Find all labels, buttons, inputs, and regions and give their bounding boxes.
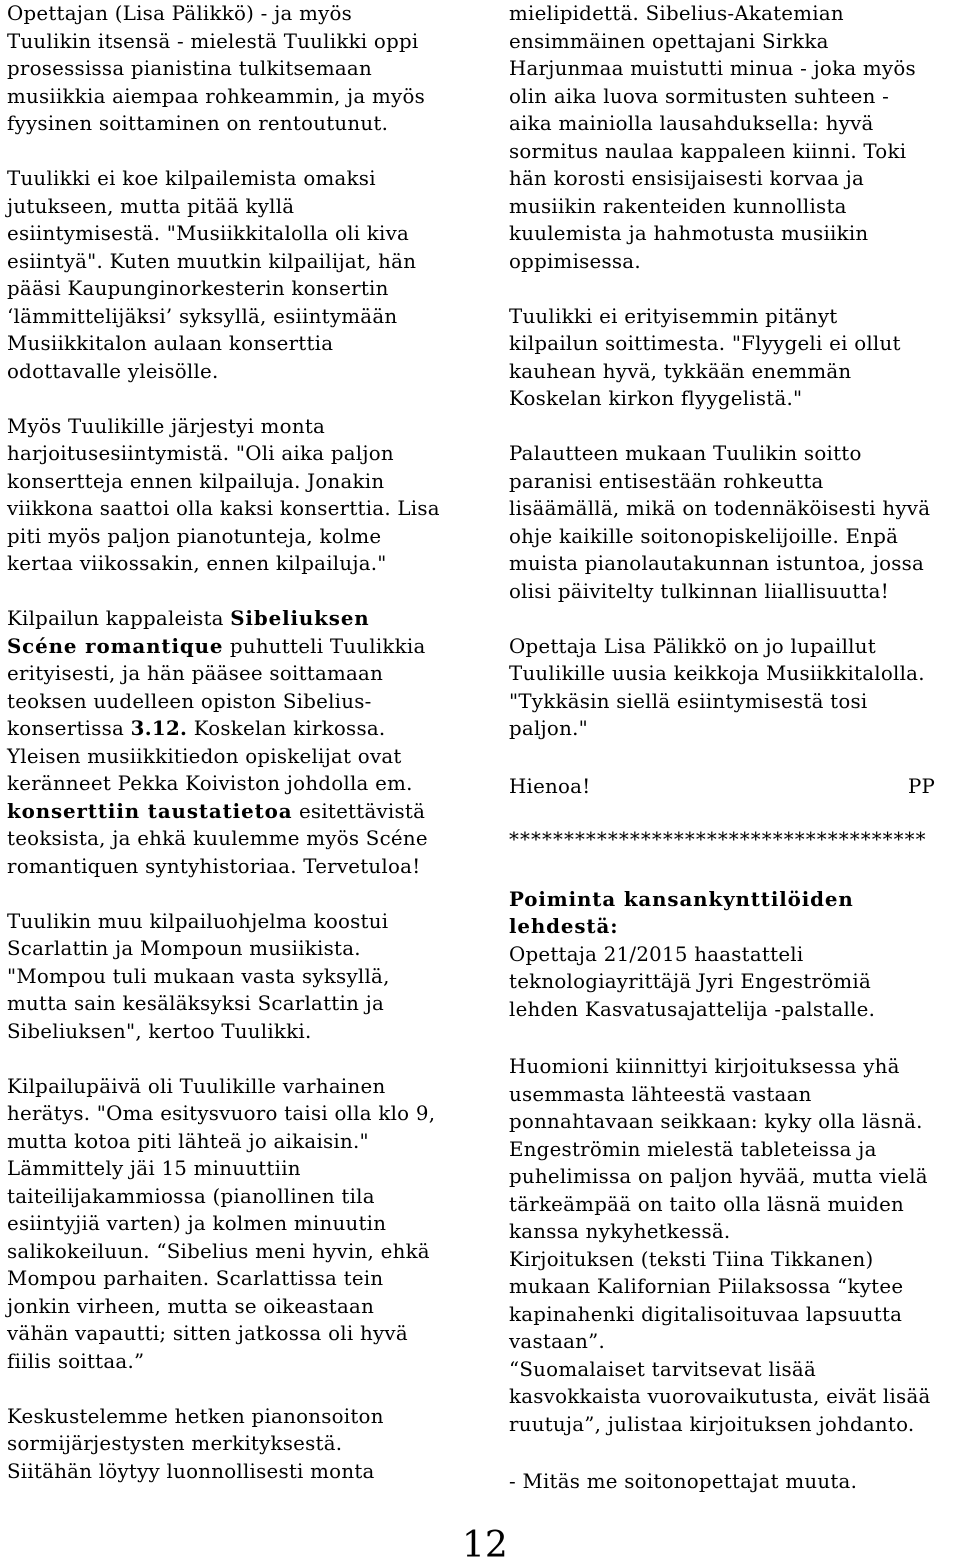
text-line: Kirjoituksen (teksti Tiina Tikkanen) (509, 1247, 874, 1271)
text-line: lisäämällä, mikä on todennäköisesti hyvä (509, 497, 931, 520)
text-line: mutta kotoa piti lähteä jo aikaisin." (7, 1129, 369, 1153)
left-column (7, 0, 467, 1485)
text-line: konserttiin taustatietoa esitettävistä (7, 798, 426, 823)
text-line: Engeströmin mielestä tableteissa ja (509, 1137, 877, 1161)
text-line: Opettaja 21/2015 haastatteli (509, 942, 804, 966)
paragraph-sibelius-concert (7, 605, 467, 880)
text-line: Tuulikille uusia keikkoja Musiikkitalolla. (509, 662, 925, 685)
text-line: puhelimissa on paljon hyvää, mutta vielä (509, 1165, 928, 1188)
bold-date: 3.12. (130, 716, 188, 740)
text-line: kapinahenki digitalisoituvaa lapsuutta (509, 1302, 903, 1326)
text-line: esiintyä". Kuten muutkin kilpailijat, hän (7, 249, 417, 273)
text-line: paljon." (509, 717, 588, 740)
text-line: Kilpailun kappaleista Sibeliuksen (7, 606, 370, 630)
text-line: sormitus naulaa kappaleen kiinni. Toki (509, 139, 907, 163)
bold-term: konserttiin taustatietoa (7, 798, 293, 823)
paragraph-competition-day (7, 1073, 467, 1376)
text-line: Tuulikki ei erityisemmin pitänyt (509, 304, 838, 328)
text-line: keränneet Pekka Koiviston johdolla em. (7, 772, 413, 795)
text-line: Opettaja Lisa Pälikkö on jo lupaillut (509, 634, 876, 658)
text-line: odottavalle yleisölle. (7, 359, 219, 383)
signoff-line (509, 773, 960, 801)
text-line: - Mitäs me soitonopettajat muuta. (509, 1470, 858, 1493)
text-line: mutta sain kesäläksyksi Scarlattin ja (7, 992, 385, 1015)
page-number: 12 (462, 1525, 508, 1566)
text-line: ruutuja”, julistaa kirjoituksen johdanto. (509, 1412, 915, 1436)
signoff (509, 773, 960, 801)
paragraph-rehearsal-performances (7, 413, 467, 578)
text-line: viikkona saattoi olla kaksi konserttia. Lisa (7, 497, 440, 520)
text-line: Yleisen musiikkitiedon opiskelijat ovat (7, 744, 402, 768)
text-line: Scarlattin ja Mompoun musiikista. (7, 937, 361, 960)
text-line: fiilis soittaa.” (7, 1349, 145, 1373)
text-line: muista pianolautakunnan istuntoa, jossa (509, 552, 925, 575)
text-line: esiintymisestä. "Musiikkitalolla oli kiva (7, 222, 410, 245)
text-line: kilpailun soittimesta. "Flyygeli ei ollut (509, 332, 901, 355)
signoff-word: Hienoa! (509, 774, 591, 798)
paragraph-feedback (509, 440, 960, 605)
text-line: herätys. "Oma esitysvuoro taisi olla klo 9, (7, 1102, 436, 1125)
text-line: "Tykkäsin siellä esiintymisestä tosi (509, 689, 868, 713)
text-line: teknologiayrittäjä Jyri Engeströmiä (509, 970, 871, 993)
text-line: teoksista, ja ehkä kuulemme myös Scéne (7, 827, 428, 850)
text-line: erityisesti, ja hän pääsee soittamaan (7, 662, 384, 685)
text-line: Huomioni kiinnittyi kirjoituksessa yhä (509, 1055, 900, 1078)
text-line: “Suomalaiset tarvitsevat lisää (509, 1357, 817, 1381)
text-line: fyysinen soittaminen on rentoutunut. (7, 112, 389, 135)
text-line: kasvokkaista vuorovaikutusta, eivät lisää (509, 1385, 931, 1408)
text-line: paranisi entisestään rohkeutta (509, 469, 824, 493)
text-line: romantiquen syntyhistoriaa. Tervetuloa! (7, 854, 421, 878)
text-line: konsertissa 3.12. Koskelan kirkossa. (7, 716, 386, 740)
text-line: kuulemista ja hahmotusta musiikin (509, 222, 869, 245)
text-line: Tuulikki ei koe kilpailemista omaksi (7, 167, 376, 190)
text-line: Mompou parhaiten. Scarlattissa tein (7, 1267, 384, 1290)
text-line: ponnahtavaan seikkaan: kyky olla läsnä. (509, 1110, 923, 1133)
text-line: usemmasta lähteestä vastaan (509, 1082, 812, 1106)
text-line: pääsi Kaupunginorkesterin konsertin (7, 277, 389, 300)
text-line: oppimisessa. (509, 249, 641, 273)
text-line: Palautteen mukaan Tuulikin soitto (509, 442, 862, 465)
text-line: musiikkia aiempaa rohkeammin, ja myös (7, 84, 426, 108)
text-line: Tuulikin muu kilpailuohjelma koostui (7, 909, 389, 933)
text-line: Scéne romantique puhutteli Tuulikkia (7, 633, 426, 658)
paragraph-competition-feelings (7, 165, 467, 385)
text-line: Kilpailupäivä oli Tuulikille varhainen (7, 1074, 386, 1098)
text-line: musiikin rakenteiden kunnollista (509, 194, 847, 218)
asterisk-separator: ************************************** (509, 828, 927, 851)
text-line: kanssa nykyhetkessä. (509, 1220, 731, 1243)
text-line: teoksen uudelleen opiston Sibelius- (7, 689, 372, 713)
text-line: mielipidettä. Sibelius-Akatemian (509, 2, 844, 25)
paragraph-closing (509, 1468, 960, 1496)
paragraph-quote-intro (509, 886, 960, 1024)
paragraph-fingering (7, 1403, 467, 1486)
text-line: Harjunmaa muistutti minua - joka myös (509, 57, 916, 80)
text-line: Sibeliuksen", kertoo Tuulikki. (7, 1019, 312, 1043)
text-line: olin aika luova sormitusten suhteen - (509, 84, 890, 108)
text-line: harjoitusesiintymistä. "Oli aika paljon (7, 442, 394, 465)
text-line: piti myös paljon pianotunteja, kolme (7, 524, 382, 548)
bold-term: Scéne romantique (7, 633, 224, 658)
section-separator (509, 826, 960, 854)
paragraph-instrument (509, 303, 960, 413)
text-line: "Mompou tuli mukaan vasta syksyllä, (7, 964, 390, 988)
text-line: ensimmäinen opettajani Sirkka (509, 29, 829, 53)
text-line: tärkeämpää on taito olla läsnä muiden (509, 1192, 905, 1216)
text-line: taiteilijakammiossa (pianollinen tila (7, 1184, 375, 1208)
bold-term: Sibeliuksen (230, 606, 370, 630)
paragraph-teacher-intro (7, 0, 467, 138)
right-column (509, 0, 960, 1496)
text-line: esiintyjiä varten) ja kolmen minuutin (7, 1212, 387, 1235)
paragraph-gigs (509, 633, 960, 743)
text-line: mukaan Kalifornian Piilaksossa “kytee (509, 1275, 904, 1298)
text-line: hän korosti ensisijaisesti korvaa ja (509, 167, 865, 190)
text-line: kertaa viikossakin, ennen kilpailuja." (7, 552, 387, 575)
text-line: Opettajan (Lisa Pälikkö) - ja myös (7, 2, 353, 25)
text-line: olisi päivitelty tulkinnan liiallisuutta! (509, 579, 889, 603)
text-line: Keskustelemme hetken pianonsoiton (7, 1404, 384, 1428)
text-line: Lämmittely jäi 15 minuuttiin (7, 1157, 301, 1180)
text-line: lehden Kasvatusajattelija -palstalle. (509, 997, 876, 1021)
paragraph-program (7, 908, 467, 1046)
text-line: Musiikkitalon aulaan konserttia (7, 332, 334, 355)
text-line: jonkin virheen, mutta se oikeastaan (7, 1294, 375, 1318)
text-line: salikokeiluun. “Sibelius meni hyvin, ehkä (7, 1239, 430, 1263)
text-line: jutukseen, mutta pitää kyllä (7, 194, 295, 218)
text-line: ‘lämmittelijäksi’ syksyllä, esiintymään (7, 304, 398, 328)
text-line: Tuulikin itsensä - mielestä Tuulikki oppi (7, 29, 419, 53)
text-line: ohje kaikille soitonopiskelijoille. Enpä (509, 524, 899, 548)
text-line: aika mainiolla lausahduksella: hyvä (509, 112, 874, 135)
section-heading: Poiminta kansankynttilöiden (509, 886, 854, 911)
text-line: vähän vapautti; sitten jatkossa oli hyvä (7, 1322, 408, 1345)
text-line: sormijärjestysten merkityksestä. (7, 1432, 343, 1455)
text-line: Koskelan kirkon flyygelistä." (509, 387, 803, 410)
text-line: Siitähän löytyy luonnollisesti monta (7, 1459, 375, 1483)
text-line: konsertteja ennen kilpailuja. Jonakin (7, 469, 385, 493)
section-heading: lehdestä: (509, 914, 619, 938)
text-line: vastaan”. (509, 1330, 606, 1353)
author-initials: PP (908, 774, 936, 798)
paragraph-first-teacher (509, 0, 960, 275)
text-line: prosessissa pianistina tulkitsemaan (7, 57, 372, 80)
paragraph-presence (509, 1053, 960, 1438)
text-line: kauhean hyvä, tykkään enemmän (509, 359, 852, 383)
text-line: Myös Tuulikille järjestyi monta (7, 414, 326, 438)
